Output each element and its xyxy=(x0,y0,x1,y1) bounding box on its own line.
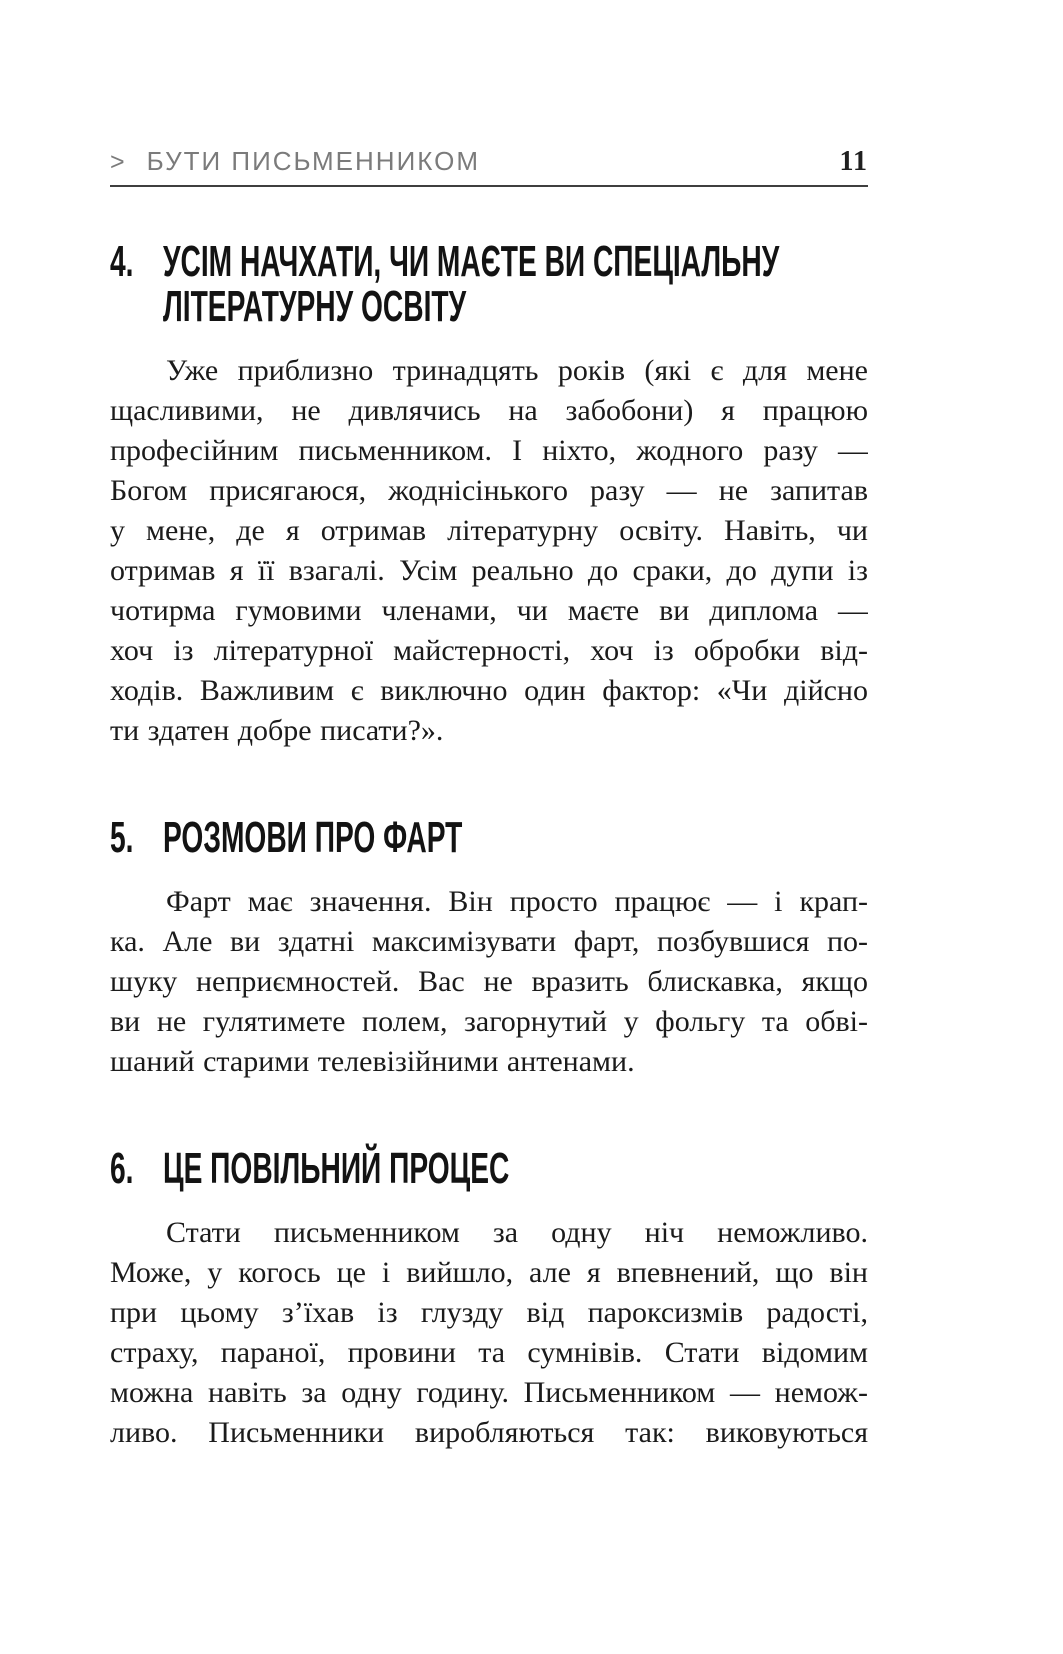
text-line: страху, параної, провини та сумнівів. Стати відомим xyxy=(110,1336,868,1369)
section-heading-line: ЛІТЕРАТУРНУ ОСВІТУ xyxy=(163,282,467,331)
text-line: Богом присягаюся, жоднісінького разу — не запитав xyxy=(110,474,868,507)
text-line: шаний старими телевізійними антенами. xyxy=(110,1045,635,1078)
section-heading xyxy=(110,815,868,860)
paragraph xyxy=(110,882,868,1082)
paragraph xyxy=(110,351,868,751)
text-line: ти здатен добре писати?». xyxy=(110,714,444,747)
sections-container xyxy=(110,239,868,1453)
section-number: 4. xyxy=(110,237,134,286)
text-line: чотирма гумовими членами, чи маєте ви диплома — xyxy=(110,594,868,627)
page-number: 11 xyxy=(839,146,868,177)
section-heading-lines xyxy=(163,1146,868,1191)
section-heading-line: УСІМ НАЧХАТИ, ЧИ МАЄТЕ ВИ СПЕЦІАЛЬНУ xyxy=(163,237,780,286)
text-line: ходів. Важливим є виключно один фактор: «Чи дійсно xyxy=(110,674,868,707)
chevron-icon: > xyxy=(110,148,125,176)
text-line: хоч із літературної майстерності, хоч із обробки від- xyxy=(110,634,868,667)
page-content xyxy=(110,147,868,1453)
section-heading xyxy=(110,1146,868,1191)
section-heading-lines xyxy=(163,239,868,329)
text-line: щасливими, не дивлячись на забобони) я працюю xyxy=(110,394,868,427)
text-line: ка. Але ви здатні максимізувати фарт, позбувшися по- xyxy=(110,925,868,958)
text-line: Уже приблизно тринадцять років (які є для мене xyxy=(166,354,868,387)
text-line: Фарт має значення. Він просто працює — і крап- xyxy=(166,885,868,918)
section-number: 6. xyxy=(110,1144,134,1193)
running-title: БУТИ ПИСЬМЕННИКОМ xyxy=(146,146,481,176)
text-line: у мене, де я отримав літературну освіту. Навіть, чи xyxy=(110,514,868,547)
text-line: шуку неприємностей. Вас не вразить блискавка, якщо xyxy=(110,965,868,998)
running-head xyxy=(110,147,868,177)
text-line: професійним письменником. І ніхто, жодного разу — xyxy=(110,434,868,467)
header-rule xyxy=(110,185,868,187)
section-heading-line: ЦЕ ПОВІЛЬНИЙ ПРОЦЕС xyxy=(163,1144,510,1193)
book-section xyxy=(110,239,868,751)
book-section xyxy=(110,1146,868,1453)
paragraph xyxy=(110,1213,868,1453)
text-line: можна навіть за одну годину. Письменником — немож- xyxy=(110,1376,868,1409)
book-section xyxy=(110,815,868,1082)
section-heading-lines xyxy=(163,815,868,860)
text-line: Стати письменником за одну ніч неможливо. xyxy=(166,1216,868,1249)
text-line: отримав я її взагалі. Усім реально до сраки, до дупи із xyxy=(110,554,868,587)
section-heading xyxy=(110,239,868,329)
text-line: при цьому з’їхав із глузду від пароксизмів радості, xyxy=(110,1296,868,1329)
section-number: 5. xyxy=(110,813,134,862)
text-line: ви не гулятимете полем, загорнутий у фольгу та обві- xyxy=(110,1005,868,1038)
text-line: Може, у когось це і вийшло, але я впевнений, що він xyxy=(110,1256,868,1289)
section-heading-line: РОЗМОВИ ПРО ФАРТ xyxy=(163,813,463,862)
text-line: ливо. Письменники виробляються так: виковуються xyxy=(110,1416,868,1449)
